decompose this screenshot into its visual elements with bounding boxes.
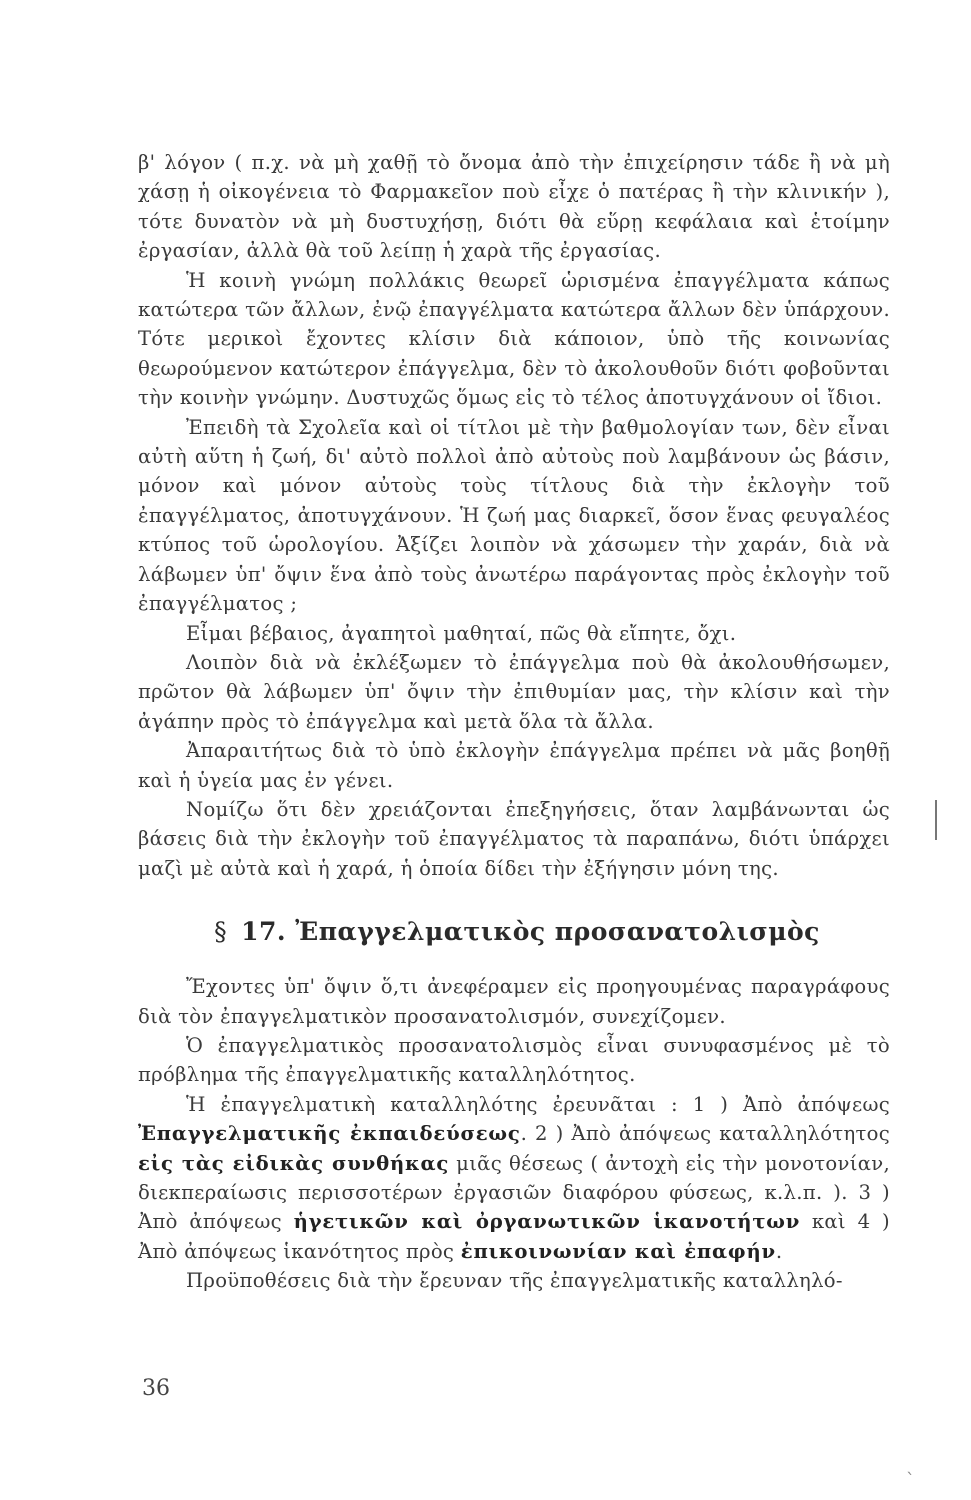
page-body — [138, 148, 890, 1296]
margin-rule — [935, 800, 937, 840]
paragraph-2: Ἡ κοινὴ γνώμη πολλάκις θεωρεῖ ὡρισμένα ἐπαγγέλματα κάπως κατώτερα τῶν ἄλλων, ἐνῷ ἐπαγγέλματα κατώτερα ἄλλων δὲν ὑπάρχουν. Τότε μερικοὶ ἔχοντες κλίσιν διὰ κάποιον, ὑπὸ τῆς κοινωνίας θεωρούμενον κατώτερον ἐπάγγελμα, δὲν τὸ ἀκολουθοῦν διότι φοβοῦνται τὴν κοινὴν γνώμην. Δυστυχῶς ὅμως εἰς τὸ τέλος ἀποτυγχάνουν οἱ ἴδιοι. — [138, 268, 890, 410]
section-title: 17. Ἐπαγγελματικὸς προσανατολισμὸς — [241, 917, 820, 947]
paragraph-10 — [138, 1090, 890, 1266]
emphasis-communication: ἐπικοινωνίαν καὶ ἐπαφήν — [460, 1239, 776, 1263]
paragraph-9: Ὁ ἐπαγγελματικὸς προσανατολισμὸς εἶναι συνυφασμένος μὲ τὸ πρόβλημα τῆς ἐπαγγελματικῆς καταλληλότητος. — [138, 1033, 890, 1087]
text-run: μιᾶς θέσεως ( ἀντοχὴ εἰς τὴν μονοτονίαν, διεκπεραίωσις περισσοτέρων ἐργασιῶν διαφόρου φύσεως, κ.λ.π. ). 3 ) Ἀπὸ ἀπόψεως — [138, 1151, 890, 1234]
emphasis-special-conditions: εἰς τὰς εἰδικὰς συνθήκας — [138, 1151, 450, 1175]
paragraph-11: Προϋποθέσεις διὰ τὴν ἔρευναν τῆς ἐπαγγελματικῆς καταλληλό- — [186, 1269, 843, 1293]
page-number: 36 — [142, 1376, 170, 1401]
text-run: Ἡ ἐπαγγελματικὴ καταλληλότης ἐρευνᾶται : 1 ) Ἀπὸ ἀπόψεως — [186, 1092, 890, 1116]
corner-mark: ` — [906, 1470, 915, 1491]
paragraph-6: Ἀπαραιτήτως διὰ τὸ ὑπὸ ἐκλογὴν ἐπάγγελμα πρέπει νὰ μᾶς βοηθῇ καὶ ἡ ὑγεία μας ἐν γένει. — [138, 739, 890, 792]
emphasis-leadership-skills: ἡγετικῶν καὶ ὀργανωτικῶν ἱκανοτήτων — [293, 1210, 801, 1234]
section-symbol: § — [214, 917, 228, 947]
text-run: καὶ 4 ) Ἀπὸ ἀπόψεως ἱκανότητος πρὸς — [138, 1210, 890, 1263]
paragraph-5: Λοιπὸν διὰ νὰ ἐκλέξωμεν τὸ ἐπάγγελμα ποὺ θὰ ἀκολουθήσωμεν, πρῶτον θὰ λάβωμεν ὑπ' ὄψιν τὴν ἐπιθυμίαν μας, τὴν κλίσιν καὶ τὴν ἀγάπην πρὸς τὸ ἐπάγγελμα καὶ μετὰ ὅλα τὰ ἄλλα. — [138, 650, 890, 733]
paragraph-1: β' λόγον ( π.χ. νὰ μὴ χαθῇ τὸ ὄνομα ἀπὸ τὴν ἐπιχείρησιν τάδε ἢ νὰ μὴ χάσῃ ἡ οἰκογένεια τὸ Φαρμακεῖον ποὺ εἶχε ὁ πατέρας ἢ τὴν κλινικήν ), τότε δυνατὸν νὰ μὴ δυστυχήσῃ, διότι θὰ εὕρῃ κεφάλαια καὶ ἑτοίμην ἐργασίαν, ἀλλὰ θὰ τοῦ λείπῃ ἡ χαρὰ τῆς ἐργασίας. — [138, 151, 890, 263]
emphasis-vocational-training: Ἐπαγγελματικῆς ἐκπαιδεύσεως — [138, 1122, 521, 1146]
paragraph-8: Ἔχοντες ὑπ' ὄψιν ὅ,τι ἀνεφέραμεν εἰς προηγουμένας παραγράφους διὰ τὸν ἐπαγγελματικὸν προσανατολισμόν, συνεχίζομεν. — [138, 975, 890, 1028]
text-run: . — [775, 1239, 783, 1263]
text-run: . 2 ) Ἀπὸ ἀπόψεως καταλληλότητος — [520, 1122, 890, 1146]
section-heading — [138, 917, 890, 946]
paragraph-3: Ἐπειδὴ τὰ Σχολεῖα καὶ οἱ τίτλοι μὲ τὴν βαθμολογίαν των, δὲν εἶναι αὐτὴ αὕτη ἡ ζωή, δι' αὐτὸ πολλοὶ ἀπὸ αὐτοὺς ποὺ λαμβάνουν ὡς βάσιν, μόνον καὶ μόνον αὐτοὺς τοὺς τίτλους διὰ τὴν ἐκλογὴν τοῦ ἐπαγγέλματος, ἀποτυγχάνουν. Ἡ ζωή μας διαρκεῖ, ὅσον ἕνας φευγαλέος κτύπος τοῦ ὡρολογίου. Ἀξίζει λοιπὸν νὰ χάσωμεν τὴν χαράν, διὰ νὰ λάβωμεν ὑπ' ὄψιν ἕνα ἀπὸ τοὺς ἀνωτέρω παράγοντας πρὸς ἐκλογὴν τοῦ ἐπαγγέλματος ; — [138, 415, 890, 616]
paragraph-7: Νομίζω ὅτι δὲν χρειάζονται ἐπεξηγήσεις, ὅταν λαμβάνωνται ὡς βάσεις διὰ τὴν ἐκλογὴν τοῦ ἐπαγγέλματος τὰ παραπάνω, διότι ὑπάρχει μαζὶ μὲ αὐτὰ καὶ ἡ χαρά, ἡ ὁποία δίδει τὴν ἐξήγησιν μόνη της. — [138, 797, 890, 880]
paragraph-4: Εἶμαι βέβαιος, ἀγαπητοὶ μαθηταί, πῶς θὰ εἴπητε, ὄχι. — [186, 621, 737, 645]
